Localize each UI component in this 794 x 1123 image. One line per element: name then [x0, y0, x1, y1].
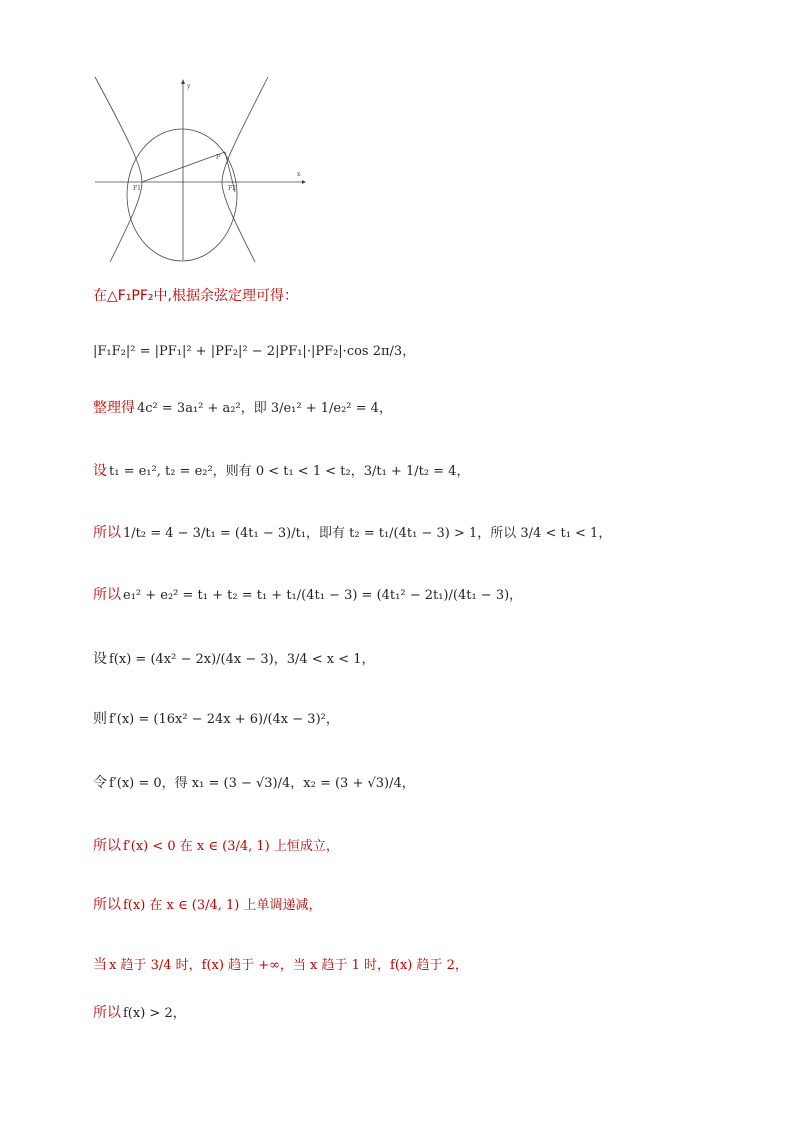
line-simplify — [93, 401, 392, 415]
x-axis-label: x — [297, 171, 301, 178]
text-math: f′(x) < 0 在 x ∈ (3/4, 1) 上恒成立， — [123, 838, 339, 854]
line-define-f — [93, 652, 375, 666]
text-cn: 则 — [93, 711, 107, 727]
text-cn: 令 — [93, 775, 107, 791]
line-decreasing — [93, 898, 322, 912]
line-negative-derivative — [93, 839, 339, 853]
text-cn: 所以 — [93, 587, 121, 603]
point-f1-label: F1 — [133, 185, 141, 192]
segment-f1-p — [142, 152, 225, 182]
line-derivative — [93, 712, 339, 726]
conic-figure — [90, 72, 310, 262]
statement-cosine-rule: 在△F₁PF₂中,根据余弦定理可得： — [93, 288, 298, 304]
hyperbola-right-branch — [222, 77, 268, 262]
line-sum-squares — [93, 588, 522, 602]
text-cn: 当 — [93, 957, 107, 973]
text-cn: 所以 — [93, 897, 121, 913]
text-cn: 所以 — [93, 1005, 121, 1021]
text-math: f(x) = (4x² − 2x)/(4x − 3)，3/4 < x < 1， — [109, 651, 375, 667]
ellipse-curve — [127, 129, 237, 261]
y-axis-label: y — [187, 83, 191, 90]
text-cn: 设 — [93, 651, 107, 667]
point-p-label: P — [216, 154, 221, 161]
text-math: f(x) 在 x ∈ (3/4, 1) 上单调递减， — [123, 897, 322, 913]
equation-cosine: |F₁F₂|² = |PF₁|² + |PF₂|² − 2|PF₁|·|PF₂|·cos 2π/3， — [93, 344, 416, 359]
text-math: e₁² + e₂² = t₁ + t₂ = t₁ + t₁/(4t₁ − 3) = (4t₁² − 2t₁)/(4t₁ − 3)， — [123, 587, 523, 603]
text-cn: 所以 — [93, 838, 121, 854]
hyperbola-left-branch — [95, 77, 142, 262]
line-roots — [93, 776, 415, 790]
text-math: f′(x) = (16x² − 24x + 6)/(4x − 3)²， — [109, 711, 339, 727]
line-limits — [93, 958, 468, 972]
text-math: 4c² = 3a₁² + a₂²，即 3/e₁² + 1/e₂² = 4， — [137, 400, 392, 416]
text-cn: 整理得 — [93, 400, 135, 416]
text-cn: 设 — [93, 463, 107, 479]
x-axis-arrow — [302, 180, 306, 184]
text-math: t₁ = e₁², t₂ = e₂²，则有 0 < t₁ < 1 < t₂，3/t₁ + 1/t₂ = 4， — [109, 463, 470, 479]
text-math: f′(x) = 0，得 x₁ = (3 − √3)/4，x₂ = (3 + √3)/4， — [109, 775, 415, 791]
line-conclusion — [93, 1006, 186, 1020]
point-f2-label: F2 — [228, 185, 236, 192]
text-math: f(x) > 2， — [123, 1005, 186, 1021]
line-t2-expression — [93, 526, 611, 540]
y-axis-arrow — [181, 79, 185, 84]
text-math: 1/t₂ = 4 − 3/t₁ = (4t₁ − 3)/t₁，即有 t₂ = t₁/(4t₁ − 3) > 1，所以 3/4 < t₁ < 1， — [123, 525, 612, 541]
text-cn: 所以 — [93, 525, 121, 541]
line-substitute — [93, 464, 469, 478]
text-math: x 趋于 3/4 时，f(x) 趋于 +∞，当 x 趋于 1 时，f(x) 趋于 2， — [109, 957, 468, 973]
